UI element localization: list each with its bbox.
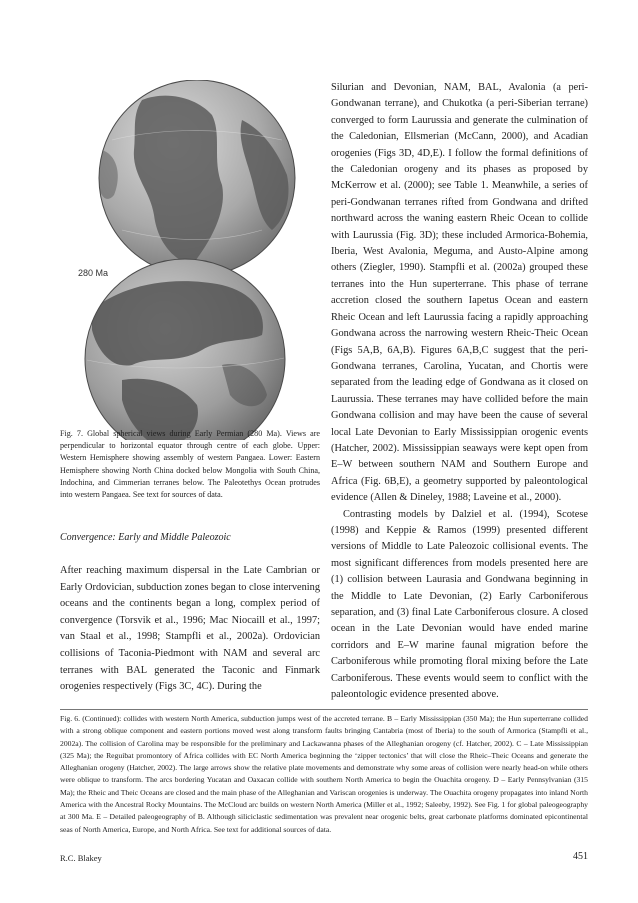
globes-illustration bbox=[62, 80, 322, 440]
caption-divider bbox=[60, 709, 588, 710]
page-number: 451 bbox=[573, 851, 588, 862]
section-heading: Convergence: Early and Middle Paleozoic bbox=[60, 532, 231, 543]
figure-7-caption: Fig. 7. Global spherical views during Early Permian (280 Ma). Views are perpendicular to horizontal equator through centre of each globe. Upper: Western Hemisphere showing assembly of western Pangaea. Lower: Eastern Hemisphere showing North China docked below Mongolia with South China, Indochina, and Cimmerian terranes below. The Paleotethys Ocean protrudes into western Pangaea. See text for sources of data. bbox=[60, 429, 320, 500]
upper-globe bbox=[99, 80, 295, 276]
running-footer-author: R.C. Blakey bbox=[60, 853, 102, 863]
figure-7-globes bbox=[62, 80, 322, 440]
left-column-paragraph: After reaching maximum dispersal in the Late Cambrian or Early Ordovician, subduction zones began to close intervening oceans and the continents began a long, complex period of convergence (Torsvik et al., 1996; Mac Niocaill et al., 1997; van Staal et al., 1998; Stampfli et al., 2002a). Ordovician collisions of Taconia-Piedmont with NAM and several arc terranes with BAL generated the Taconic and Finmark orogenies respectively (Figs 3C, 4C). During the bbox=[60, 565, 320, 693]
right-paragraph-1: Silurian and Devonian, NAM, BAL, Avalonia (a peri-Gondwanan terrane), and Chukotka (a peri-Siberian terrane) converged to form Laurussia and generate the culmination of the Caledonian, Ellsmerian (McCann, 2000), and Acadian orogenies (Figs 3D, 4D,E). I follow the formal definitions of the Caledonian orogeny and its phases as proposed by McKerrow et al. (2000); see Table 1. Meanwhile, a series of peri-Gondwanan terranes rifted from Gondwana and drifted northward across the waning eastern Rheic Ocean to collide with Laurussia (Fig. 3D); these included Armorica-Bohemia, Iberia, West Avalonia, Meguma, and Austo-Alpine among others (Ziegler, 1990). Stampfli et al. (2002a) grouped these terranes into the Hun superterrane. This phase of terrane accretion closed the southern Iapetus Ocean and eastern Rheic Ocean and left Laurussia facing a rapidly approaching Gondwana across the narrowing western Rheic-Theic Ocean (Figs 5A,B, 6A,B). Figures 6A,B,C suggest that the peri-Gondwana terranes, Carolina, Yucatan, and Chortis were separated from the leading edge of Gondwana as it closed on Laurussia. These terranes may have collided before the main Gondwana collision and may have been the cause of several local Late Devonian to Early Mississippian orogenic events (Hatcher, 2002). Mississippian seaways were kept open from E–W between southern NAM and Southern Europe and Africa (Fig. 6B,E), a geometry supported by paleontological evidence (Allen & Dineley, 1988; Laveine et al., 2000). bbox=[331, 82, 588, 504]
figure-6-continued-caption: Fig. 6. (Continued): collides with western North America, subduction jumps west of the accreted terrane. B – Early Mississippian (350 Ma); the Hun superterrane collided with a strong oblique component and eastern portions moved west along transform faults bringing Cantabria (most of Iberia) to the south of Armorica (Stampfli et al., 2002a). The collision of Carolina may be responsible for the preliminary and Lackawanna phases of the Alleghanian orogeny (cf. Hatcher, 2002). C – Late Mississippian (325 Ma); the Reguibat promontory of Africa collides with EC North America beginning the ‘zipper tectonics’ that will close the Rheic–Theic Oceans and generate the Alleghanian orogeny (Hatcher, 2002). The large arrows show the relative plate movements and demonstrate why some areas of collision were nearly head-on while others were oblique to transform. The arcs bordering Yucatan and Oaxacan collide with southern North America to begin the Ouachita orogeny. D – Early Pennsylvanian (315 Ma); the Rheic and Theic Oceans are closed and the main phase of the Alleghanian and Variscan orogenies is underway. The Ouachita orogeny propagates into inland North America with the Ancestral Rocky Mountains. The McCloud arc builds on western North America (Miller et al., 1992; Saleeby, 1992). See Fig. 1 for global paleogeography at 300 Ma. E – Detailed paleogeography of B. Although siliciclastic sedimentation was prevalent near orogenic belts, great carbonate platforms dominated epicontinental seas of North America, Europe, and North Africa. See text for additional sources of data. bbox=[60, 714, 588, 834]
globe-age-label: 280 Ma bbox=[78, 268, 109, 278]
lower-globe bbox=[85, 259, 285, 440]
right-column bbox=[331, 80, 588, 703]
right-paragraph-2: Contrasting models by Dalziel et al. (1994), Scotese (1998) and Keppie & Ramos (1999) presented different versions of Middle to Late Paleozoic collisional events. The most significant differences from models presented here are (1) collision between Laurasia and Gondwana beginning in the Middle to Late Devonian, (2) Early Carboniferous separation, and (3) final Late Carboniferous closure. A closed ocean in the Late Devonian would have ended marine corridors and E–W marine faunal migration before the Carboniferous while promoting floral mixing before the Late Carboniferous. These events would seem to conflict with the paleontologic evidence presented above. bbox=[331, 508, 588, 701]
